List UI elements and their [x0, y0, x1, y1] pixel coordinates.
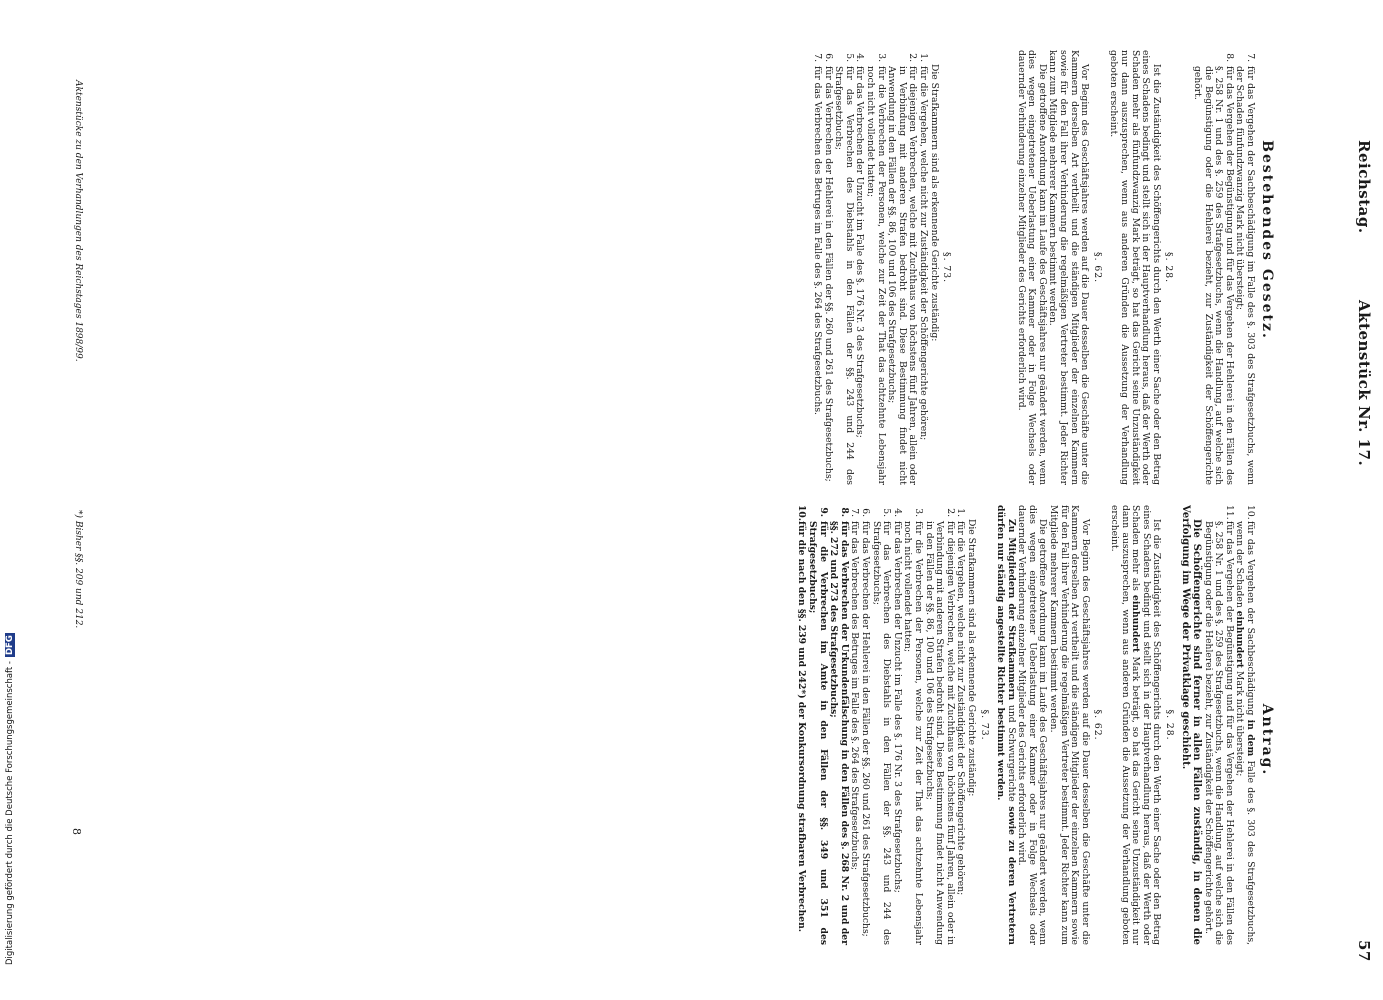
item-number: 1.	[917, 53, 929, 62]
funding-note: Digitalisierung gefördert durch die Deutsche Forschungsgemeinschaft -	[5, 661, 15, 965]
item-number: 6.	[822, 53, 834, 62]
item-number: 2.	[907, 53, 919, 62]
right-s73-item	[859, 505, 870, 945]
right-item-11	[1202, 505, 1234, 945]
right-s62-p3	[995, 505, 1016, 945]
left-s28-text: Ist die Zuständigkeit des Schöffengerichts durch den Werth einer Sache oder den Betrag eines Schadens bedingt und stellt sich in der Hauptverhandlung heraus, daß der Werth oder Schaden mehr als fünfundzwanzig Mark beträgt, so hat das Gericht seine Unzuständigkeit nur dann auszusprechen, wenn aus anderen Gründen die Aussetzung der Verhandlung geboten erscheint.	[1108, 50, 1162, 485]
text-run: für das Vergehen der Sachbeschädigung	[1245, 521, 1256, 720]
item-text: für das Verbrechen der Hehlerei in den Fällen der §§. 260 und 261 des Strafgesetzbuchs;	[860, 521, 871, 937]
item-text: für die nach den §§. 239 und 242*) der Konkursordnung strafbaren Verbrechen.	[796, 521, 808, 932]
left-s73-item	[917, 50, 928, 485]
item-text: für das Verbrechen der Urkundenfälschung in den Fällen des §. 268 Nr. 2 und der §§. 272 und 273 des Strafgesetzbuchs;	[828, 521, 850, 945]
right-s62-heading: §. 62.	[1092, 709, 1104, 741]
right-s62-p1: Vor Beginn des Geschäftsjahres werden auf die Dauer desselben die Geschäfte unter die Kammern derselben Art vertheilt und die ständigen Mitglieder der einzelnen Kammern sowie für den Fall ihrer Verhinderung die regelmäßigen Vertreter bestimmt. Jeder Richter kann zum Mitgliede mehrerer Kammern bestimmt werden.	[1048, 505, 1091, 945]
item-number: 7.	[812, 53, 823, 62]
right-s28-heading: §. 28.	[1164, 709, 1176, 741]
right-s73-item	[902, 505, 923, 945]
dfg-logo: DFG	[5, 635, 15, 656]
footer-note: Aktenstücke zu den Verhandlungen des Reichstages 1898/99.	[73, 80, 83, 362]
item-number: 5.	[881, 508, 893, 517]
footnote: *) Bisher §§. 209 und 212.	[73, 510, 83, 629]
left-column	[811, 50, 1255, 485]
text-run: Mark nicht übersteigt;	[1234, 668, 1246, 777]
item-text: für diejenigen Verbrechen, welche mit Zuchthaus von höchstens fünf Jahren, allein oder in Verbindung mit anderen Strafen bedroht sind. Diese Bestimmung findet nicht Anwendung in den Fällen der §§. 86, 100 und 106 des Strafgesetzbuchs;	[886, 66, 919, 485]
left-s62-heading: §. 62.	[1091, 251, 1103, 284]
right-bold-clause: Die Schöffengerichte sind ferner in allen Fällen zuständig, in denen die Verfolgung im Wege der Privatklage geschieht.	[1180, 505, 1203, 945]
item-text: für das Verbrechen des Diebstahls in den Fällen der §§. 243 und 244 des Strafgesetzbuchs;	[870, 521, 893, 945]
right-s28-text	[1108, 505, 1161, 945]
right-s62-p2: Die getroffene Anordnung kann im Laufe des Geschäftsjahres nur geändert werden, wenn dies wegen eingetretener Ueberlastung einer Kammer oder in Folge Wechsels oder dauernder Verhinderung einzelner Mitglieder des Gerichts erforderlich wird.	[1016, 505, 1049, 945]
bold-run: einhundert	[1234, 610, 1246, 669]
item-number: 10.	[1245, 505, 1256, 520]
right-s73-item-bold	[828, 505, 849, 945]
item-text: für das Vergehen der Begünstigung und für das Vergehen der Hehlerei in den Fällen des §. 258 Nr. 1 und des §. 259 des Strafgesetzbuchs, wenn die Handlung, auf welche sich die Begünstigung oder die Hehlerei bezieht, zur Zuständigkeit der Schöffengerichte gehört.	[1192, 66, 1235, 485]
right-s73-item	[955, 505, 966, 945]
footer-page-number: 8	[70, 828, 83, 835]
item-text: für die Verbrechen der Personen, welche zur Zeit der That das achtzehnte Lebensjahr noch nicht vollendet hatten;	[864, 66, 887, 485]
text-run: und Schwurgerichte	[1005, 700, 1017, 807]
right-column	[796, 505, 1255, 945]
item-text: für das Verbrechen der Unzucht im Falle des §. 176 Nr. 3 des Strafgesetzbuchs;	[891, 521, 903, 893]
item-text: für das Verbrechen der Hehlerei in den Fällen der §§. 260 und 261 des Strafgesetzbuchs;	[822, 66, 834, 482]
left-s28-heading: §. 28.	[1163, 251, 1175, 284]
left-s73-item	[854, 50, 865, 485]
item-number: 8.	[838, 507, 850, 517]
left-s73-intro: Die Strafkammern sind als erkennende Gerichte zuständig:	[928, 64, 940, 342]
left-s73-item	[822, 50, 833, 485]
item-number: 8.	[1223, 53, 1235, 62]
item-number: 1.	[955, 508, 967, 517]
right-s73-heading: §. 73.	[978, 709, 990, 741]
item-number: 7.	[1245, 53, 1256, 62]
right-column-title: Antrag.	[1259, 703, 1275, 777]
item-text: für diejenigen Verbrechen, welche mit Zuchthaus von höchstens fünf Jahren, allein oder in Verbindung mit anderen Strafen bedroht sind. Diese Bestimmung findet nicht Anwendung in den Fällen der §§. 86, 100 und 106 des Strafgesetzbuchs;	[923, 521, 956, 945]
item-number: 2.	[944, 508, 956, 517]
item-number: 3.	[875, 53, 887, 62]
item-number: 5.	[843, 53, 855, 62]
bold-run: einhundert	[1130, 594, 1142, 653]
left-s73-heading: §. 73.	[941, 251, 953, 284]
left-item-7	[1234, 50, 1255, 485]
item-text: für das Vergehen der Sachbeschädigung im Falle des §. 303 des Strafgesetzbuchs, wenn der Schaden fünfundzwanzig Mark nicht übersteigt;	[1234, 66, 1256, 485]
text-run: Falle des §. 303 des Strafgesetzbuchs, wenn der Schaden	[1234, 521, 1256, 945]
left-s73-item	[864, 50, 885, 485]
text-run: Mark beträgt, so hat das Gericht seine Unzuständigkeit nur dann auszusprechen, wenn aus anderen Gründen die Aussetzung der Verhandlung geboten erscheint.	[1109, 505, 1142, 946]
right-s73-item	[923, 505, 955, 945]
item-text: für das Verbrechen der Unzucht im Falle des §. 176 Nr. 3 des Strafgesetzbuchs;	[854, 66, 866, 438]
left-s62-p1: Vor Beginn des Geschäftsjahres werden auf die Dauer desselben die Geschäfte unter die Kammern derselben Art vertheilt und die ständigen Mitglieder der einzelnen Kammern sowie für den Fall ihrer Verhinderung die regelmäßigen Vertreter bestimmt. Jeder Richter kann zum Mitgliede mehrerer Kammern bestimmt werden.	[1047, 50, 1091, 485]
right-s73-item-bold	[806, 505, 827, 945]
item-number: 4.	[891, 508, 903, 517]
item-number: 6.	[860, 508, 871, 517]
item-number: 10.	[796, 505, 808, 521]
right-s73-item	[891, 505, 902, 945]
item-text: für die Verbrechen der Personen, welche zur Zeit der That das achtzehnte Lebensjahr noch nicht vollendet hatten;	[902, 521, 924, 945]
left-column-title: Bestehendes Gesetz.	[1259, 140, 1275, 340]
header-left: Reichstag.	[1355, 140, 1373, 234]
item-number: 11.	[1223, 505, 1235, 520]
item-text: für das Verbrechen des Betruges im Falle des §. 264 des Strafgesetzbuchs.	[812, 66, 823, 415]
left-s73-item	[833, 50, 854, 485]
item-text: für das Verbrechen des Diebstahls in den Fällen der §§. 243 und 244 des Strafgesetzbuchs;	[833, 66, 855, 485]
bold-run: sowie zu deren Vertretern dürfen nur ständig angestellte Richter bestimmt werden.	[995, 505, 1017, 945]
left-s62-p2: Die getroffene Anordnung kann im Laufe des Geschäftsjahres nur geändert werden, wenn dies wegen eingetretener Ueberlastung einer Kammer oder in Folge Wechsels oder dauernder Verhinderung einzelner Mitglieder des Gerichts erforderlich wird.	[1015, 50, 1048, 485]
item-text: für das Vergehen der Begünstigung und für das Vergehen der Hehlerei in den Fällen des §. 258 Nr. 1 und des §. 259 des Strafgesetzbuchs, wenn die Handlung, auf welche sich die Begünstigung oder die Hehlerei bezieht, zur Zuständigkeit der Schöffengerichte gehört.	[1202, 521, 1235, 945]
right-s73-item-bold	[796, 505, 807, 945]
right-s73-intro: Die Strafkammern sind als erkennende Gerichte zuständig:	[965, 519, 977, 797]
right-s73-item	[849, 505, 860, 945]
item-text	[1234, 521, 1255, 945]
item-text: für die Verbrechen im Amte in den Fällen der §§. 349 und 351 des Strafgesetzbuchs;	[807, 521, 829, 945]
bold-run: in dem	[1245, 719, 1256, 757]
item-number: 3.	[912, 508, 924, 517]
right-item-10	[1234, 505, 1255, 945]
left-s73-item	[886, 50, 918, 485]
item-text: für die Vergehen, welche nicht zur Zuständigkeit der Schöffengerichte gehören;	[955, 521, 967, 896]
item-text: für das Verbrechen des Betruges im Falle des §. 264 des Strafgesetzbuchs;	[849, 521, 861, 871]
text-run: Ist die Zuständigkeit des Schöffengerichts durch den Werth einer Sache oder den Betrag eines Schadens bedingt und stellt sich in der Hauptverhandlung heraus, daß der Werth oder Schaden mehr als	[1130, 505, 1163, 945]
item-number: 4.	[854, 53, 866, 62]
right-s73-item	[870, 505, 891, 945]
item-text: für die Vergehen, welche nicht zur Zuständigkeit der Schöffengerichte gehören;	[917, 66, 929, 441]
item-number: 9.	[817, 507, 829, 517]
left-s73-item	[811, 50, 822, 485]
header-middle: Aktenstück Nr. 17.	[1355, 300, 1373, 467]
item-number: 7.	[849, 508, 861, 517]
left-item-8	[1191, 50, 1233, 485]
bold-run: Zu Mitgliedern der Strafkammern	[1005, 519, 1017, 701]
header-page-number: 57	[1355, 940, 1373, 962]
